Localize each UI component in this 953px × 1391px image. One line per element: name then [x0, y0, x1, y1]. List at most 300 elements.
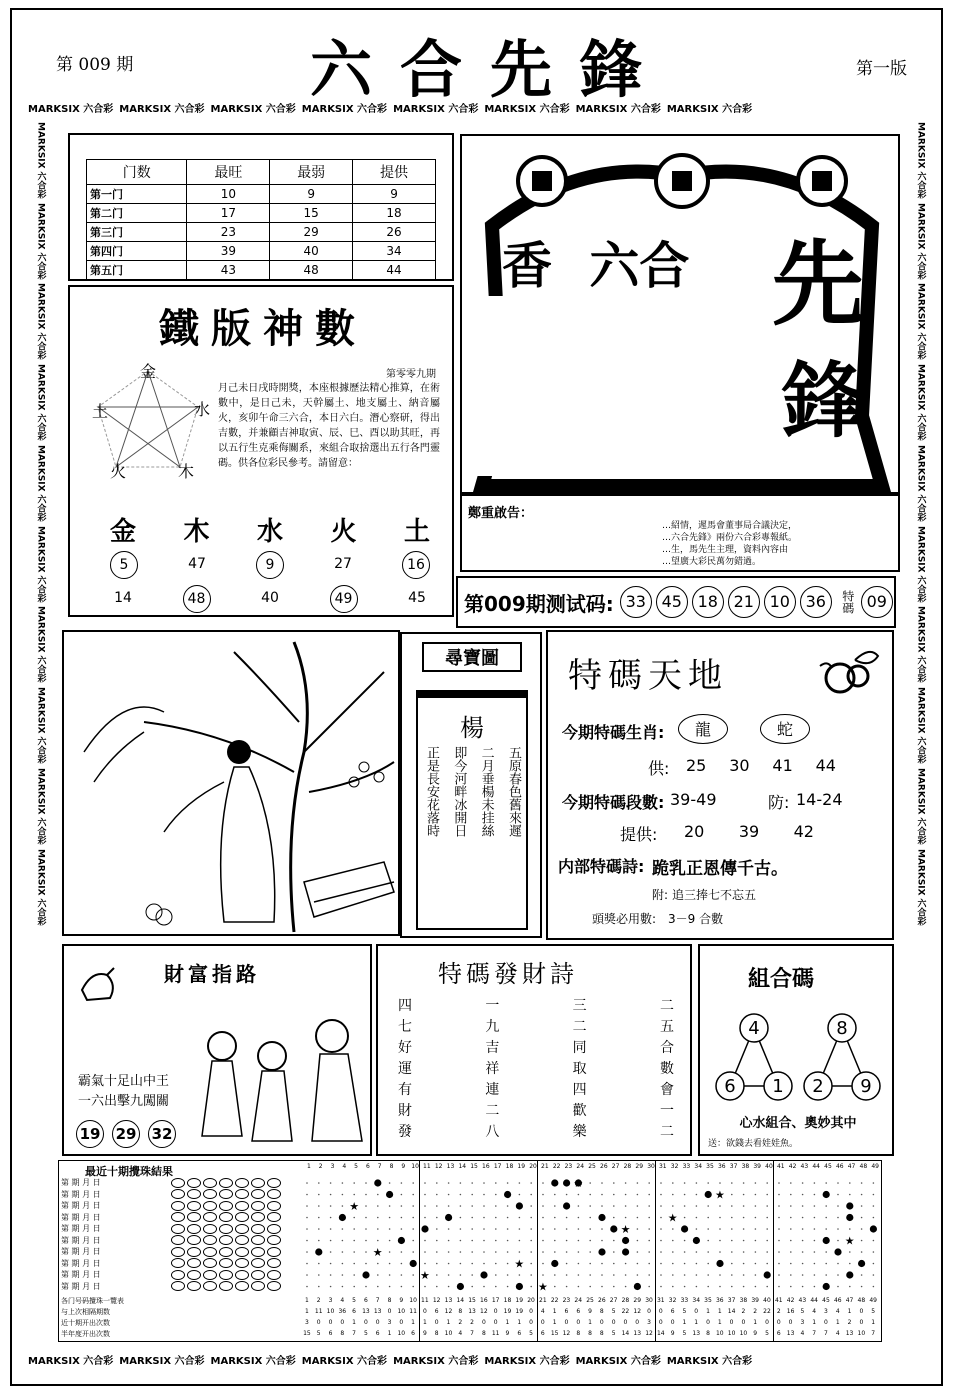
history-footer-value: 6 [434, 1308, 439, 1315]
history-footer-value: 5 [529, 1330, 533, 1337]
table-row [87, 223, 436, 242]
grid-dot [743, 1205, 745, 1207]
history-footer-value: 9 [422, 1330, 427, 1337]
notice-box [460, 494, 900, 572]
grid-dot [507, 1182, 509, 1184]
history-footer-value: 0 [340, 1319, 345, 1326]
grid-dot [389, 1182, 391, 1184]
grid-dot [353, 1263, 355, 1265]
history-footer-value: 10 [326, 1308, 335, 1315]
range-value: 39-49 [670, 790, 717, 809]
history-footer-value: 6 [352, 1308, 356, 1315]
grid-dot [861, 1228, 863, 1230]
grid-dot [389, 1205, 391, 1207]
drawn-number-dot [551, 1260, 558, 1267]
history-footer-value: 14 [656, 1330, 665, 1337]
history-number-label: 6 [365, 1163, 370, 1170]
history-ball-slot [251, 1258, 265, 1268]
history-footer-value: 0 [481, 1319, 486, 1326]
grid-dot [613, 1240, 615, 1242]
history-ball-slot [251, 1201, 265, 1211]
head-label: 頭獎必用數: [592, 912, 657, 926]
history-footer-value: 5 [871, 1308, 876, 1315]
grid-dot [625, 1274, 627, 1276]
history-footer-value: 2 [776, 1308, 781, 1315]
history-footer-value: 18 [503, 1297, 512, 1304]
history-ball-slot [171, 1178, 185, 1188]
fashi-box [376, 944, 692, 1156]
grid-dot [401, 1286, 403, 1288]
grid-dot [766, 1228, 768, 1230]
grid-dot [790, 1240, 792, 1242]
history-ball-slot [203, 1212, 217, 1222]
logo-big-char-1: 先 [772, 230, 865, 338]
grid-dot [755, 1286, 757, 1288]
strip-item: MARKSIX 六合彩 [484, 103, 570, 115]
history-row [61, 1281, 301, 1293]
caifu-title: 財富指路 [164, 962, 260, 986]
grid-dot [743, 1286, 745, 1288]
grid-dot [460, 1263, 462, 1265]
grid-dot [637, 1217, 639, 1219]
drawn-number-dot [823, 1283, 830, 1290]
grid-dot [436, 1240, 438, 1242]
history-footer-value: 0 [434, 1319, 439, 1326]
grid-dot [873, 1217, 875, 1219]
history-footer-value: 8 [706, 1330, 710, 1337]
history-footer-value: 9 [588, 1308, 592, 1315]
grid-dot [825, 1205, 827, 1207]
grid-dot [471, 1205, 473, 1207]
history-ball-slot [219, 1281, 233, 1291]
grid-dot [861, 1251, 863, 1253]
grid-dot [554, 1205, 556, 1207]
history-footer-value: 0 [328, 1319, 333, 1326]
drawn-number-dot [846, 1271, 853, 1278]
zuhe-send: 送：欲錢去看娃娃魚。 [708, 1139, 799, 1149]
strip-item: MARKSIX 六合彩 [35, 848, 46, 926]
grid-dot [684, 1251, 686, 1253]
history-ball-slot [267, 1212, 281, 1222]
strip-item: MARKSIX 六合彩 [915, 606, 926, 684]
grid-dot [755, 1228, 757, 1230]
history-footer-value: 12 [562, 1330, 571, 1337]
history-footer-value: 10 [397, 1308, 406, 1315]
grid-dot [436, 1274, 438, 1276]
grid-dot [731, 1228, 733, 1230]
history-number-label: 39 [753, 1163, 761, 1170]
grid-dot [483, 1182, 485, 1184]
grid-dot [554, 1274, 556, 1276]
grid-dot [625, 1263, 627, 1265]
history-ball-slot [251, 1235, 265, 1245]
history-footer-value: 8 [481, 1330, 486, 1337]
grid-dot [389, 1286, 391, 1288]
history-footer-value: 1 [753, 1319, 758, 1326]
history-ball-slot [251, 1178, 265, 1188]
history-ball-slot [203, 1224, 217, 1234]
history-footer-value: 5 [765, 1330, 769, 1337]
history-footer-value: 8 [434, 1330, 439, 1337]
history-footer-row [61, 1306, 881, 1317]
grid-dot [790, 1194, 792, 1196]
history-row-balls [171, 1258, 281, 1268]
history-number-label: 43 [800, 1163, 809, 1170]
history-footer-value: 9 [670, 1330, 675, 1337]
grid-dot [696, 1251, 698, 1253]
history-ball-slot [171, 1189, 185, 1199]
grid-dot [696, 1217, 698, 1219]
table-cell: 43 [187, 261, 270, 280]
history-footer-value: 1 [304, 1308, 309, 1315]
history-footer-value: 3 [304, 1319, 309, 1326]
grid-dot [755, 1263, 757, 1265]
note-label: 附: [652, 888, 669, 902]
history-number-label: 18 [505, 1163, 514, 1170]
fashi-char: 八 [485, 1124, 500, 1140]
grid-dot [389, 1228, 391, 1230]
history-footer-value: 34 [692, 1297, 701, 1304]
notice-line: …生，馬先生主理，資料內容由 [662, 545, 789, 555]
history-footer-value: 7 [812, 1330, 817, 1337]
grid-dot [660, 1228, 662, 1230]
history-footer-value: 2 [741, 1308, 746, 1315]
history-ball-slot [187, 1235, 201, 1245]
history-footer-value: 10 [727, 1330, 736, 1337]
grid-dot [306, 1205, 308, 1207]
special-number-star: ★ [538, 1280, 548, 1294]
grid-dot [625, 1205, 627, 1207]
history-footer-value: 6 [670, 1308, 675, 1315]
history-ball-slot [235, 1189, 249, 1199]
grid-dot [448, 1263, 450, 1265]
grid-dot [743, 1194, 745, 1196]
grid-dot [648, 1263, 650, 1265]
history-footer-value: 0 [658, 1308, 663, 1315]
table-cell: 17 [187, 204, 270, 223]
grid-dot [507, 1274, 509, 1276]
grid-dot [554, 1217, 556, 1219]
history-footer-value: 41 [774, 1297, 783, 1304]
grid-dot [825, 1251, 827, 1253]
grid-dot [401, 1217, 403, 1219]
grid-dot [412, 1182, 414, 1184]
grid-dot [637, 1251, 639, 1253]
history-footer-value: 27 [609, 1297, 618, 1304]
history-ball-slot [267, 1258, 281, 1268]
grid-dot [613, 1286, 615, 1288]
history-footer-value: 12 [633, 1308, 642, 1315]
drawn-number-dot [362, 1271, 369, 1278]
grid-dot [436, 1263, 438, 1265]
history-footer-value: 12 [444, 1308, 453, 1315]
grid-dot [696, 1228, 698, 1230]
history-footer-value: 2 [753, 1308, 758, 1315]
grid-dot [790, 1263, 792, 1265]
grid-dot [731, 1274, 733, 1276]
history-footer-value: 0 [635, 1319, 640, 1326]
history-footer-value: 7 [470, 1330, 474, 1337]
fashi-column [573, 996, 587, 1143]
grid-dot [648, 1251, 650, 1253]
grid-dot [306, 1263, 308, 1265]
history-footer-value: 17 [491, 1297, 500, 1304]
grid-dot [412, 1217, 414, 1219]
grid-dot [542, 1205, 544, 1207]
grid-dot [589, 1228, 591, 1230]
table-cell: 48 [270, 261, 353, 280]
grid-dot [436, 1205, 438, 1207]
grid-dot [389, 1274, 391, 1276]
history-footer-value: 15 [550, 1330, 559, 1337]
drawn-number-dot [386, 1191, 393, 1198]
strip-item: MARKSIX 六合彩 [35, 122, 46, 199]
history-footer-value: 4 [340, 1297, 345, 1304]
history-ball-slot [235, 1212, 249, 1222]
grid-dot [601, 1274, 603, 1276]
history-footer-value: 49 [869, 1297, 877, 1304]
drawn-number-dot [705, 1191, 712, 1198]
drawn-number-dot [846, 1214, 853, 1221]
grid-dot [448, 1205, 450, 1207]
special-number-star: ★ [844, 1234, 855, 1248]
history-footer-value: 0 [529, 1308, 533, 1315]
grid-dot [684, 1240, 686, 1242]
fashi-char: 二 [659, 998, 674, 1014]
strip-item: MARKSIX 六合彩 [666, 1355, 753, 1367]
grid-dot [637, 1263, 639, 1265]
grid-dot [471, 1263, 473, 1265]
history-ball-slot [235, 1201, 249, 1211]
grid-dot [814, 1251, 816, 1253]
grid-dot [507, 1263, 509, 1265]
grid-dot [495, 1263, 497, 1265]
grid-dot [743, 1240, 745, 1242]
grid-dot [696, 1274, 698, 1276]
grid-dot [719, 1274, 721, 1276]
grid-dot [755, 1274, 757, 1276]
grid-dot [684, 1182, 686, 1184]
history-footer-value: 13 [692, 1330, 701, 1337]
table-row [87, 185, 436, 204]
fashi-title: 特碼發財詩 [438, 960, 578, 988]
history-footer-value: 14 [456, 1297, 465, 1304]
grid-dot [814, 1182, 816, 1184]
history-ball-slot [187, 1212, 201, 1222]
grid-dot [613, 1194, 615, 1196]
history-number-label: 29 [635, 1163, 644, 1170]
grid-dot [318, 1274, 320, 1276]
history-footer-value: 2 [458, 1319, 463, 1326]
grid-dot [542, 1274, 544, 1276]
fashi-char: 數 [659, 1061, 674, 1077]
tieban-number: 27 [334, 556, 352, 572]
history-ball-slot [267, 1247, 281, 1257]
grid-dot [424, 1240, 426, 1242]
history-ball-slot [219, 1224, 233, 1234]
grid-dot [306, 1286, 308, 1288]
test-code-ball: 33 [620, 586, 652, 618]
grid-dot [648, 1240, 650, 1242]
drawn-number-dot [693, 1237, 700, 1244]
grid-dot [790, 1217, 792, 1219]
history-footer-value: 1 [588, 1319, 592, 1326]
grid-dot [365, 1240, 367, 1242]
grid-dot [601, 1194, 603, 1196]
grid-dot [424, 1251, 426, 1253]
grid-dot [613, 1205, 615, 1207]
tieban-number-row-1 [110, 551, 430, 579]
grid-dot [837, 1217, 839, 1219]
history-footer-value: 4 [458, 1330, 463, 1337]
history-footer-value: 8 [340, 1330, 345, 1337]
poem-label: 内部特碼詩: [558, 857, 645, 876]
grid-dot [707, 1240, 709, 1242]
grid-dot [696, 1194, 698, 1196]
grid-dot [648, 1205, 650, 1207]
history-footer-value: 12 [480, 1308, 488, 1315]
grid-dot [778, 1205, 780, 1207]
history-footer-value: 26 [598, 1297, 606, 1304]
fashi-char: 發 [398, 1124, 412, 1140]
grid-dot [566, 1228, 568, 1230]
tieban-element-label: 金 [110, 517, 137, 547]
history-footer-value: 0 [529, 1319, 533, 1326]
history-footer-value: 36 [338, 1308, 347, 1315]
history-row-label: 第 期 月 日 [61, 1201, 101, 1211]
history-ball-slot [171, 1235, 185, 1245]
history-footer-value: 3 [800, 1319, 805, 1326]
history-footer-label: 半年度开出次数 [61, 1329, 110, 1338]
xunbao-big-char: 楊 [460, 714, 484, 742]
grid-dot [802, 1228, 804, 1230]
history-footer-value: 3 [328, 1297, 333, 1304]
grid-dot [306, 1194, 308, 1196]
drawn-number-dot [846, 1202, 853, 1209]
grid-dot [460, 1240, 462, 1242]
history-footer-value: 6 [517, 1330, 522, 1337]
tieban-text: 月己未日戌時開獎，本座根據歷法精心推算，在術數中，是日己未，天幹屬土、地支屬土、納音屬火，亥卯午命三六合，本日六白。潛心察研，得出吉數，并兼顧吉神取寅、辰、巳、酉以助其旺，再以五行生克乘侮關系，來組合取捨選出五行各門靈碼。供各位彩民參考。請留意： [218, 383, 440, 469]
grid-dot [342, 1263, 344, 1265]
grid-dot [707, 1228, 709, 1230]
zodiac-2: 蛇 [760, 714, 810, 744]
history-footer-value: 1 [304, 1297, 309, 1304]
history-footer-value: 0 [363, 1319, 368, 1326]
grid-dot [648, 1228, 650, 1230]
grid-dot [365, 1182, 367, 1184]
drawn-number-dot [516, 1283, 523, 1290]
history-footer-value: 0 [611, 1319, 616, 1326]
drawn-number-dot [634, 1283, 641, 1290]
grid-dot [318, 1240, 320, 1242]
rooster-icon [72, 960, 122, 1010]
grid-dot [389, 1240, 391, 1242]
logo-text-2: 六合 [589, 236, 690, 295]
history-number-label: 14 [458, 1163, 467, 1170]
grid-dot [637, 1182, 639, 1184]
fashi-char: 四 [572, 1082, 587, 1098]
zodiac-1: 龍 [678, 714, 728, 744]
fashi-column [485, 996, 499, 1143]
xunbao-title: 尋寶圖 [422, 642, 522, 672]
fashi-char: 運 [398, 1061, 412, 1077]
notice-line: …紹情，遲馬會董事局合議決定， [662, 521, 798, 531]
supply-number: 39 [738, 822, 760, 841]
history-footer-value: 0 [694, 1308, 699, 1315]
history-row [61, 1212, 301, 1224]
history-ball-slot [267, 1235, 281, 1245]
history-footer-value: 5 [800, 1308, 805, 1315]
grid-dot [802, 1286, 804, 1288]
strip-item: MARKSIX 六合彩 [915, 687, 926, 764]
test-code-special: 09 [861, 586, 893, 618]
grid-dot [731, 1286, 733, 1288]
drawn-number-dot [870, 1225, 877, 1232]
grid-dot [589, 1274, 591, 1276]
grid-dot [377, 1274, 379, 1276]
grid-dot [389, 1263, 391, 1265]
history-footer-value: 0 [599, 1319, 604, 1326]
supply-label: 提供: [620, 825, 658, 844]
grid-dot [648, 1182, 650, 1184]
drawn-number-dot [598, 1248, 605, 1255]
caifu-box [62, 944, 372, 1156]
grid-dot [707, 1263, 709, 1265]
history-footer-value: 11 [314, 1308, 323, 1315]
history-footer-value: 5 [611, 1308, 616, 1315]
grid-dot [778, 1228, 780, 1230]
history-footer-value: 30 [645, 1297, 653, 1304]
grid-dot [330, 1205, 332, 1207]
history-number-label: 1 [306, 1163, 311, 1170]
tri2-left: 2 [812, 1076, 824, 1097]
grid-dot [719, 1228, 721, 1230]
history-footer-value: 1 [552, 1319, 557, 1326]
grid-dot [542, 1217, 544, 1219]
grid-dot [483, 1251, 485, 1253]
history-number-label: 3 [330, 1163, 335, 1170]
drawn-number-dot [622, 1248, 629, 1255]
history-number-label: 34 [694, 1163, 703, 1170]
grid-dot [353, 1228, 355, 1230]
history-footer-value: 1 [871, 1319, 876, 1326]
grid-dot [460, 1251, 462, 1253]
grid-dot [707, 1274, 709, 1276]
fashi-char: 祥 [485, 1061, 500, 1077]
drawn-number-dot [834, 1248, 841, 1255]
drawn-number-dot [610, 1225, 617, 1232]
logo-big-char-2: 鋒 [782, 353, 865, 449]
note-text: 追三捧七不忘五 [672, 888, 757, 902]
fashi-char: 四 [398, 998, 412, 1014]
history-footer-value: 1 [517, 1319, 522, 1326]
grid-dot [790, 1286, 792, 1288]
strip-item: MARKSIX 六合彩 [35, 525, 46, 603]
strip-item: MARKSIX 六合彩 [915, 525, 926, 603]
history-footer-values [301, 1330, 879, 1337]
grid-dot [672, 1182, 674, 1184]
history-footer-value: 3 [647, 1319, 651, 1326]
grid-dot [790, 1205, 792, 1207]
test-code-label: 第009期测试码: [464, 591, 614, 616]
grid-dot [401, 1182, 403, 1184]
grid-dot [696, 1263, 698, 1265]
grid-dot [578, 1251, 580, 1253]
drawn-number-dot [398, 1237, 405, 1244]
grid-dot [601, 1286, 603, 1288]
poem-text: 跪乳正恩傳千古。 [652, 859, 788, 879]
grid-dot [401, 1274, 403, 1276]
